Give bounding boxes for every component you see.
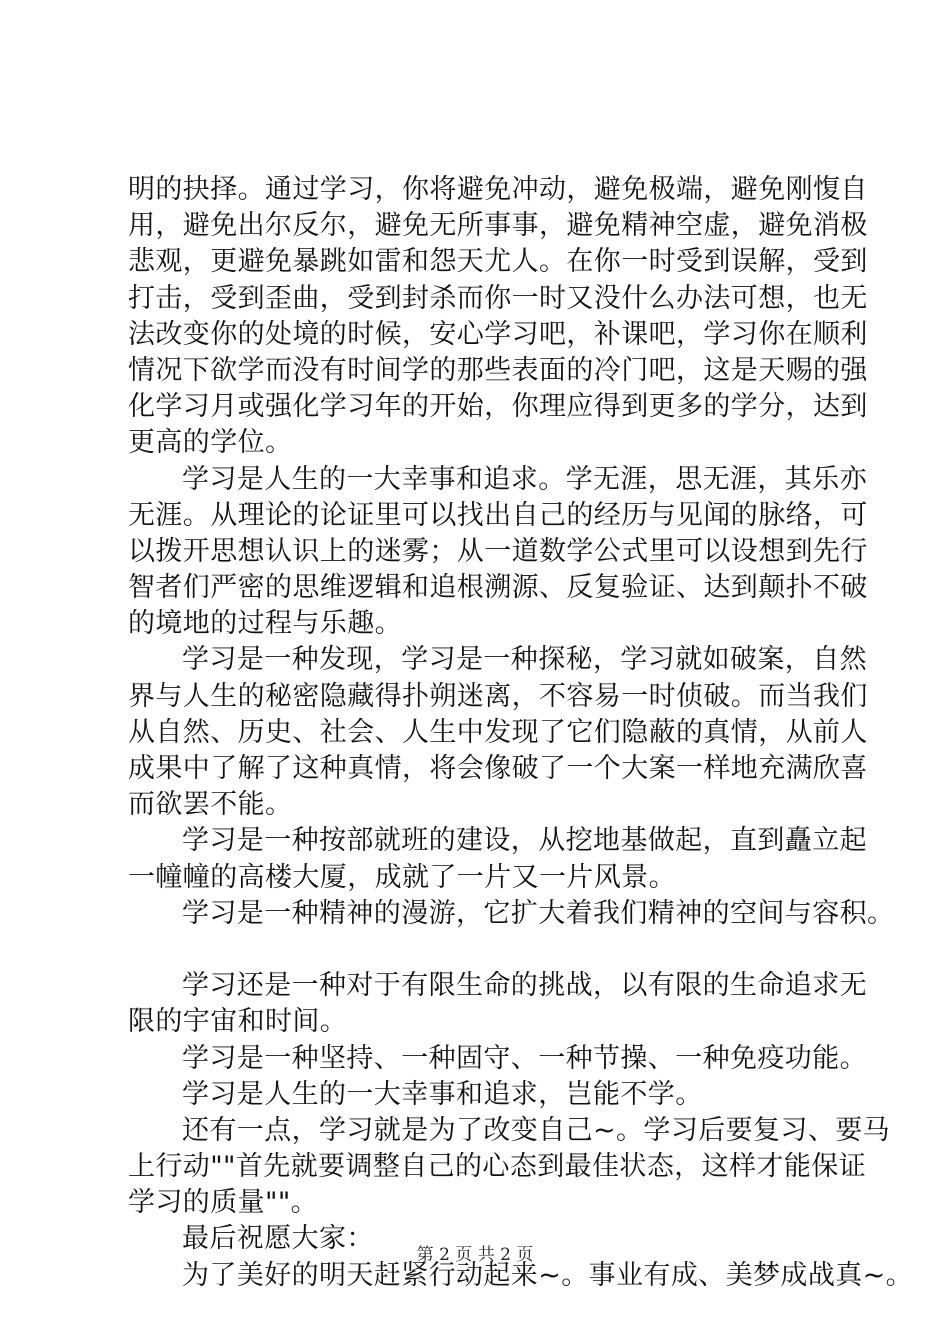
text-line: 智者们严密的思维逻辑和追根溯源、反复验证、达到颠扑不破 (128, 572, 868, 604)
text-line: 学习是一种精神的漫游，它扩大着我们精神的空间与容积。 (182, 897, 895, 929)
text-line: 无涯。从理论的论证里可以找出自己的经历与见闻的脉络，可 (128, 499, 868, 531)
text-line: 以拨开思想认识上的迷雾；从一道数学公式里可以设想到先行 (128, 535, 868, 567)
text-line: 从自然、历史、社会、人生中发现了它们隐蔽的真情，从前人 (128, 716, 868, 748)
text-line: 学习是人生的一大幸事和追求。学无涯，思无涯，其乐亦 (182, 463, 867, 495)
text-line: 打击，受到歪曲，受到封杀而你一时又没什么办法可想，也无 (128, 282, 868, 314)
text-line: 学习是一种按部就班的建设，从挖地基做起，直到矗立起 (182, 825, 867, 857)
text-line: 用，避免出尔反尔，避免无所事事，避免精神空虚，避免消极 (128, 210, 868, 242)
text-line: 界与人生的秘密隐藏得扑朔迷离，不容易一时侦破。而当我们 (128, 680, 868, 712)
text-line: 为了美好的明天赶紧行动起来~。事业有成、美梦成战真~。 (182, 1259, 914, 1291)
text-line: 学习是人生的一大幸事和追求，岂能不学。 (182, 1078, 703, 1110)
text-line: 学习还是一种对于有限生命的挑战，以有限的生命追求无 (182, 970, 867, 1002)
text-line: 还有一点，学习就是为了改变自己~。学习后要复习、要马 (182, 1114, 891, 1146)
text-line: 上行动""首先就要调整自己的心态到最佳状态，这样才能保证 (128, 1151, 867, 1183)
text-line: 成果中了解了这种真情，将会像破了一个大案一样地充满欣喜 (128, 753, 868, 784)
text-line: 一幢幢的高楼大厦，成就了一片又一片风景。 (128, 861, 676, 893)
text-line: 更高的学位。 (128, 427, 293, 459)
text-line: 法改变你的处境的时候，安心学习吧，补课吧，学习你在顺利 (128, 318, 868, 350)
text-line: 最后祝愿大家： (182, 1223, 374, 1255)
text-line: 学习是一种坚持、一种固守、一种节操、一种免疫功能。 (182, 1042, 867, 1074)
text-line: 的境地的过程与乐趣。 (128, 608, 402, 640)
page-number-footer: 第 2 页 共 2 页 (416, 1245, 534, 1265)
text-line: 化学习月或强化学习年的开始，你理应得到更多的学分，达到 (128, 391, 868, 423)
text-line: 悲观，更避免暴跳如雷和怨天尤人。在你一时受到误解，受到 (128, 246, 868, 278)
text-line: 限的宇宙和时间。 (128, 1006, 348, 1038)
blank-line (128, 932, 838, 968)
text-line: 明的抉择。通过学习，你将避免冲动，避免极端，避免刚愎自 (128, 174, 868, 205)
document-body (128, 172, 914, 1294)
text-line: 情况下欲学而没有时间学的那些表面的冷门吧，这是天赐的强 (128, 354, 868, 386)
text-line: 学习的质量""。 (128, 1187, 319, 1219)
text-line: 学习是一种发现，学习是一种探秘，学习就如破案，自然 (182, 644, 867, 676)
text-line: 而欲罢不能。 (128, 789, 293, 821)
